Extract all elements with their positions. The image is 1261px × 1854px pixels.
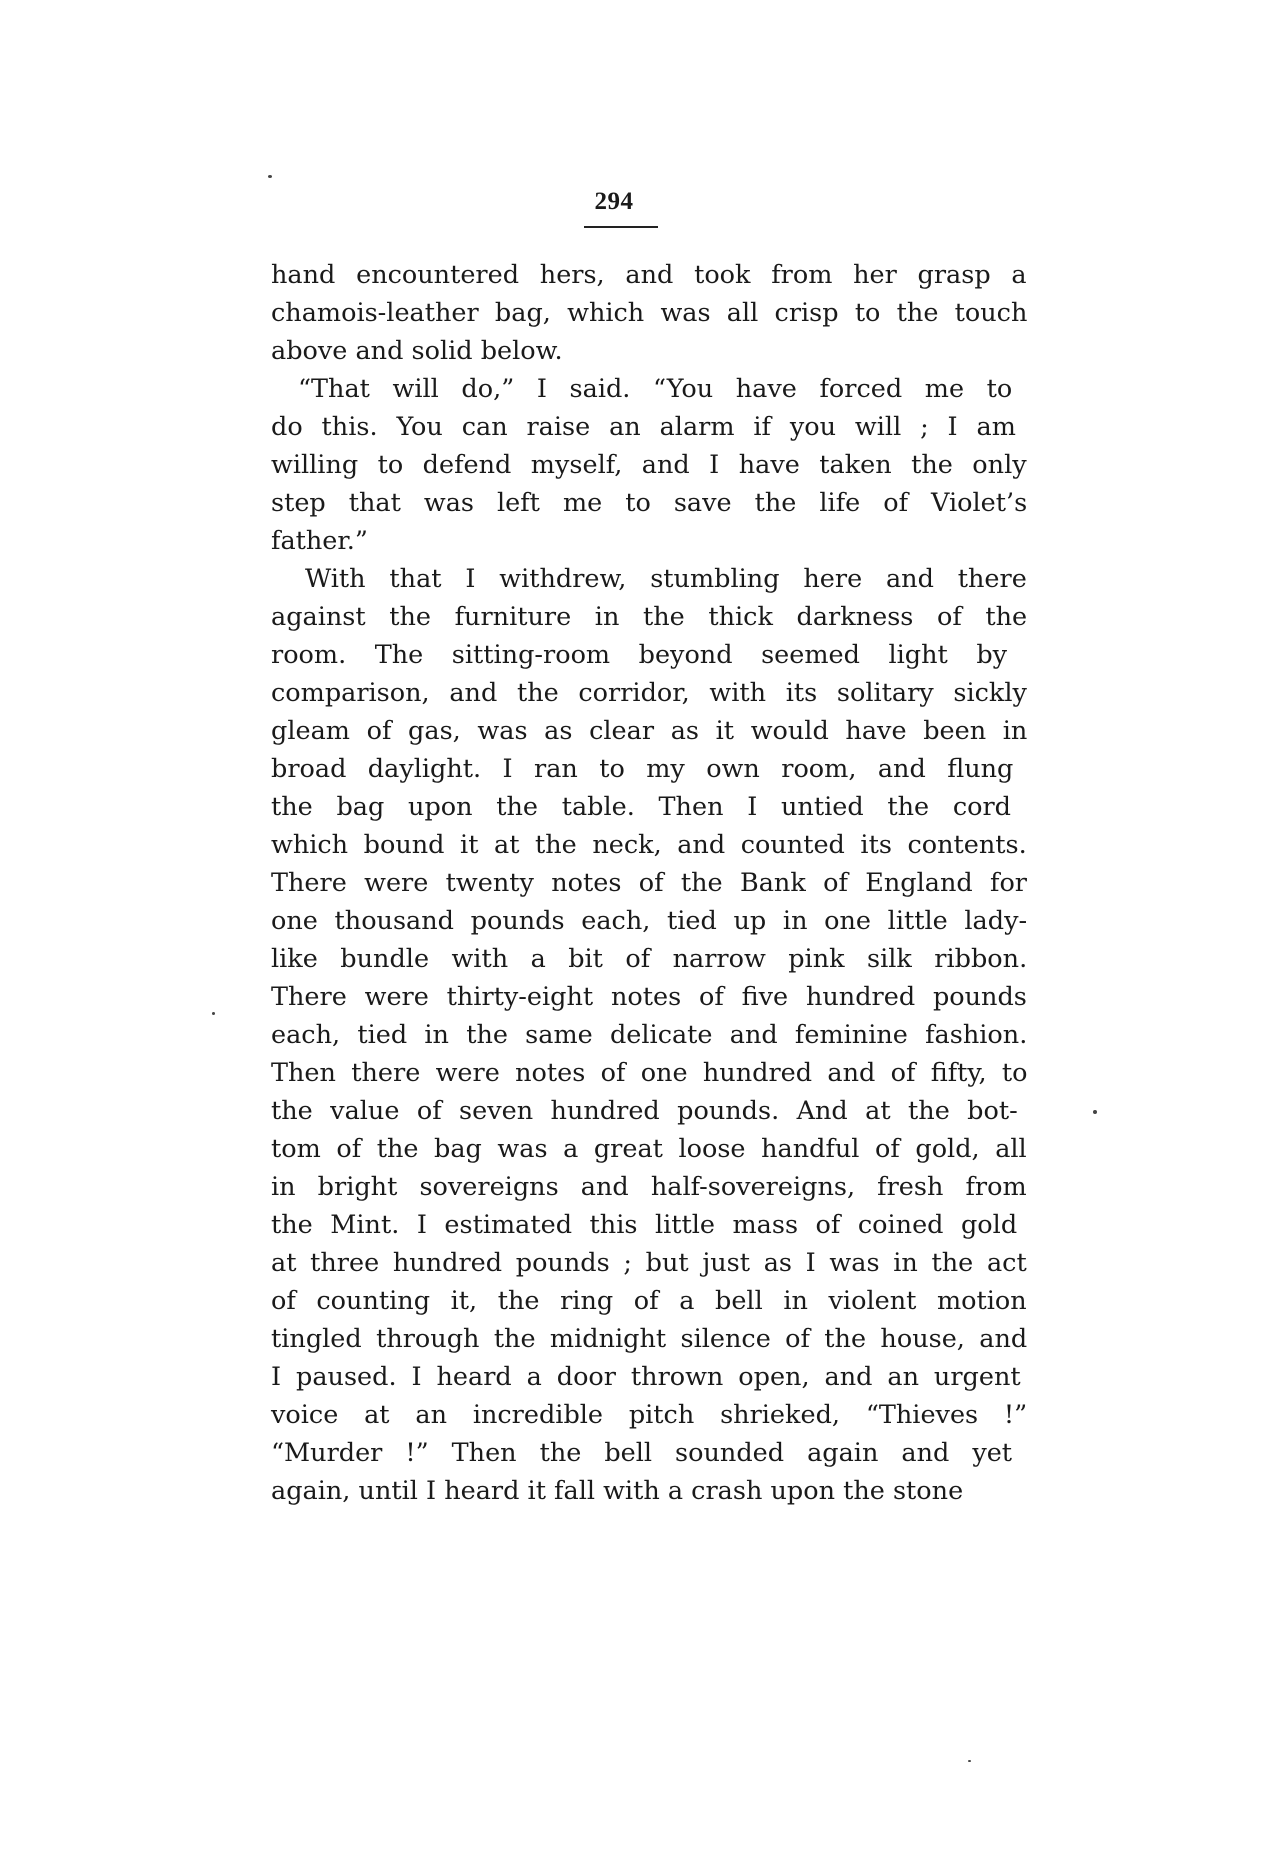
text-line: I paused. I heard a door thrown open, and an urgent: [271, 1362, 1021, 1392]
text-line: the Mint. I estimated this little mass of coined gold: [271, 1210, 1018, 1240]
text-line: at three hundred pounds ; but just as I was in the act: [271, 1248, 1027, 1278]
text-line: like bundle with a bit of narrow pink silk ribbon.: [271, 944, 1028, 974]
scan-speck: [268, 175, 272, 178]
text-line: willing to defend myself, and I have taken the only: [271, 450, 1027, 480]
text-line: which bound it at the neck, and counted its contents.: [271, 830, 1027, 860]
text-line: There were thirty-eight notes of five hundred pounds: [271, 982, 1027, 1012]
text-line: tingled through the midnight silence of the house, and: [271, 1324, 1028, 1354]
text-line: room. The sitting-room beyond seemed light by: [271, 640, 1008, 670]
text-line: again, until I heard it fall with a crash upon the stone: [271, 1476, 964, 1506]
text-line: hand encountered hers, and took from her grasp a: [271, 260, 1027, 290]
scan-speck: [1093, 1110, 1097, 1114]
text-line: tom of the bag was a great loose handful of gold, all: [271, 1134, 1027, 1164]
text-line: broad daylight. I ran to my own room, and flung: [271, 754, 1014, 784]
text-line: do this. You can raise an alarm if you will ; I am: [271, 412, 1016, 442]
text-line: step that was left me to save the life of Violet’s: [271, 488, 1028, 518]
text-line: chamois-leather bag, which was all crisp to the touch: [271, 298, 1028, 328]
text-line: “That will do,” I said. “You have forced me to: [298, 374, 1013, 404]
text-line: There were twenty notes of the Bank of England for: [271, 868, 1027, 898]
text-line: the value of seven hundred pounds. And at the bot-: [271, 1096, 1018, 1126]
page-number-rule: [584, 226, 658, 228]
scan-speck: [968, 1760, 971, 1762]
text-line: above and solid below.: [271, 336, 563, 366]
text-line: father.”: [271, 526, 368, 556]
page-number: 294: [594, 188, 634, 215]
text-line: Then there were notes of one hundred and of fifty, to: [271, 1058, 1028, 1088]
text-line: in bright sovereigns and half-sovereigns, fresh from: [271, 1172, 1027, 1202]
text-line: one thousand pounds each, tied up in one little lady-: [271, 906, 1028, 936]
text-line: each, tied in the same delicate and feminine fashion.: [271, 1020, 1028, 1050]
scan-speck: [212, 1012, 215, 1015]
text-line: gleam of gas, was as clear as it would have been in: [271, 716, 1028, 746]
text-line: voice at an incredible pitch shrieked, “Thieves !”: [271, 1400, 1028, 1430]
text-line: comparison, and the corridor, with its solitary sickly: [271, 678, 1027, 708]
text-line: the bag upon the table. Then I untied the cord: [271, 792, 1011, 822]
text-line: With that I withdrew, stumbling here and there: [305, 564, 1027, 594]
text-line: of counting it, the ring of a bell in violent motion: [271, 1286, 1027, 1316]
text-line: against the furniture in the thick darkness of the: [271, 602, 1028, 632]
text-line: “Murder !” Then the bell sounded again and yet: [271, 1438, 1013, 1468]
